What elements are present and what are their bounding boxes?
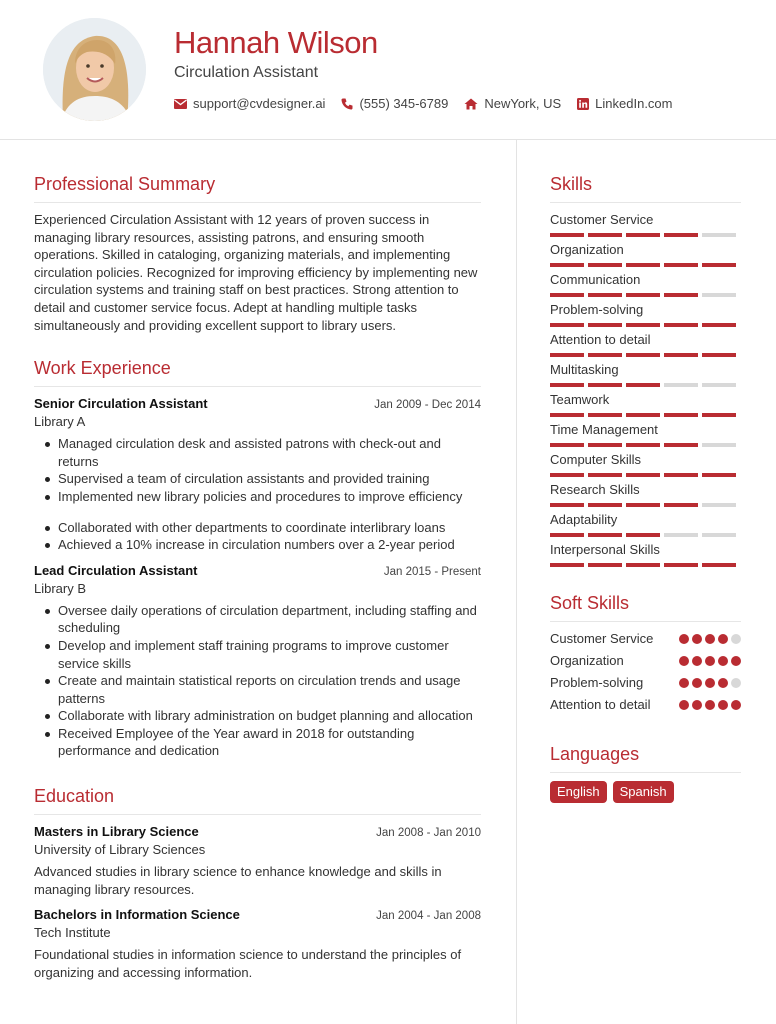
soft-skill-item	[550, 674, 741, 692]
rating-dot	[731, 634, 741, 644]
skill-name: Computer Skills	[550, 452, 642, 467]
skill-level-segment	[588, 473, 622, 477]
skill-level-bar	[550, 353, 741, 357]
skill-level-segment	[626, 293, 660, 297]
skill-level-segment	[664, 263, 698, 267]
contact-list	[174, 94, 689, 114]
skill-level-segment	[702, 353, 736, 357]
education-entry	[34, 906, 481, 981]
skill-level-segment	[626, 563, 660, 567]
rating-dot	[705, 678, 715, 688]
skill-name: Research Skills	[550, 482, 640, 497]
contact-email[interactable]	[174, 94, 325, 114]
candidate-role: Circulation Assistant	[174, 64, 319, 81]
skill-level-segment	[626, 503, 660, 507]
skill-name: Attention to detail	[550, 332, 651, 347]
degree-description: Foundational studies in information science to understand the principles of organizing and accessing information.	[34, 947, 462, 980]
skill-level-segment	[550, 293, 584, 297]
skill-item	[550, 331, 741, 357]
soft-skill-name: Attention to detail	[550, 697, 651, 712]
experience-section	[34, 354, 481, 760]
job-bullet: Collaborated with other departments to coordinate interlibrary loans	[34, 519, 481, 537]
skill-level-segment	[550, 233, 584, 237]
job-bullet: Managed circulation desk and assisted patrons with check-out and returns	[34, 435, 481, 470]
skill-level-segment	[588, 533, 622, 537]
rating-dot	[731, 678, 741, 688]
soft-skills-section	[550, 589, 741, 714]
skill-level-bar	[550, 503, 741, 507]
skill-level-segment	[702, 293, 736, 297]
skill-level-segment	[588, 263, 622, 267]
skill-level-segment	[588, 233, 622, 237]
skill-level-segment	[626, 443, 660, 447]
skill-level-segment	[588, 323, 622, 327]
soft-skills-heading: Soft Skills	[550, 589, 741, 622]
rating-dot	[679, 656, 689, 666]
skill-level-segment	[702, 323, 736, 327]
experience-heading: Work Experience	[34, 354, 481, 387]
skill-level-segment	[588, 563, 622, 567]
skill-level-segment	[626, 323, 660, 327]
rating-dot	[731, 656, 741, 666]
resume-header	[0, 0, 776, 140]
languages-heading: Languages	[550, 740, 741, 773]
skill-level-segment	[550, 383, 584, 387]
rating-dot	[718, 656, 728, 666]
skill-level-bar	[550, 413, 741, 417]
phone-icon	[341, 98, 353, 110]
skill-name: Teamwork	[550, 392, 610, 407]
skills-list	[550, 211, 741, 567]
soft-skill-item	[550, 696, 741, 714]
skills-heading: Skills	[550, 170, 741, 203]
contact-linkedin[interactable]	[577, 94, 672, 114]
job-bullet: Achieved a 10% increase in circulation numbers over a 2-year period	[34, 536, 481, 554]
education-entry	[34, 823, 481, 898]
linkedin-icon	[577, 98, 589, 110]
summary-text: Experienced Circulation Assistant with 12 years of proven success in managing library resources, assisting patrons, and ensuring smooth operations. Skilled in cataloging, organizing materials, and implementing circulation policies. Recognized for improving efficiency by implementing new circulation systems and training staff on best practices. Strong attention to detail and customer service focus. Adept at handling multiple tasks simultaneously and providing excellent support to library users.	[34, 212, 478, 333]
skill-level-segment	[626, 383, 660, 387]
skill-level-bar	[550, 263, 741, 267]
skill-level-segment	[702, 383, 736, 387]
job-title: Senior Circulation Assistant	[34, 396, 208, 412]
skill-item	[550, 241, 741, 267]
skill-level-segment	[550, 353, 584, 357]
skill-name: Time Management	[550, 422, 658, 437]
skill-level-segment	[626, 353, 660, 357]
skill-level-segment	[664, 503, 698, 507]
job-dates: Jan 2009 - Dec 2014	[374, 399, 481, 412]
soft-skill-rating	[676, 678, 741, 688]
skill-level-segment	[626, 233, 660, 237]
rating-dot	[718, 678, 728, 688]
skill-level-segment	[588, 383, 622, 387]
contact-location[interactable]	[464, 94, 561, 114]
skill-level-segment	[664, 323, 698, 327]
rating-dot	[718, 700, 728, 710]
job-company: Library A	[34, 414, 86, 430]
skill-level-bar	[550, 323, 741, 327]
job-bullet: Collaborate with library administration on budget planning and allocation	[34, 707, 481, 725]
rating-dot	[692, 700, 702, 710]
sidebar-column	[550, 170, 741, 803]
skill-level-segment	[702, 503, 736, 507]
skill-level-segment	[702, 473, 736, 477]
skill-level-segment	[550, 563, 584, 567]
soft-skill-name: Customer Service	[550, 631, 654, 646]
soft-skill-rating	[676, 634, 741, 644]
job-title: Lead Circulation Assistant	[34, 562, 198, 578]
soft-skill-name: Organization	[550, 653, 624, 668]
rating-dot	[692, 634, 702, 644]
skill-level-segment	[626, 533, 660, 537]
skill-name: Multitasking	[550, 362, 619, 377]
contact-email-text: support@cvdesigner.ai	[193, 96, 326, 111]
skill-level-segment	[664, 413, 698, 417]
summary-heading: Professional Summary	[34, 170, 481, 203]
skill-level-segment	[702, 443, 736, 447]
skill-level-segment	[664, 353, 698, 357]
home-icon	[464, 98, 478, 110]
skill-level-segment	[702, 233, 736, 237]
rating-dot	[692, 656, 702, 666]
language-badge: Spanish	[613, 781, 674, 803]
skill-item	[550, 481, 741, 507]
contact-phone[interactable]	[341, 94, 448, 114]
rating-dot	[692, 678, 702, 688]
skill-level-segment	[664, 563, 698, 567]
education-heading: Education	[34, 782, 481, 815]
skill-level-segment	[664, 533, 698, 537]
skill-level-segment	[550, 263, 584, 267]
skill-level-segment	[550, 503, 584, 507]
degree-title: Bachelors in Information Science	[34, 907, 240, 923]
skill-level-segment	[550, 323, 584, 327]
job-company: Library B	[34, 580, 87, 596]
profile-photo	[43, 18, 146, 121]
job-dates: Jan 2015 - Present	[383, 565, 481, 578]
contact-phone-text: (555) 345-6789	[359, 96, 449, 111]
skill-level-segment	[702, 413, 736, 417]
language-badge: English	[550, 781, 607, 803]
main-column	[34, 170, 481, 981]
skill-name: Customer Service	[550, 212, 654, 227]
skill-item	[550, 361, 741, 387]
skill-name: Communication	[550, 272, 641, 287]
rating-dot	[705, 700, 715, 710]
skill-level-segment	[664, 473, 698, 477]
contact-location-text: NewYork, US	[484, 96, 562, 111]
soft-skills-list	[550, 630, 741, 714]
job-entry	[34, 395, 481, 554]
skill-level-segment	[550, 413, 584, 417]
skill-item	[550, 541, 741, 567]
skill-level-segment	[702, 563, 736, 567]
soft-skill-rating	[676, 700, 741, 710]
skills-section	[550, 170, 741, 567]
skill-level-segment	[664, 443, 698, 447]
profile-photo-illustration	[43, 18, 146, 121]
soft-skill-rating	[676, 656, 741, 666]
skill-item	[550, 511, 741, 537]
rating-dot	[718, 634, 728, 644]
job-bullet: Received Employee of the Year award in 2018 for outstanding performance and dedication	[34, 725, 481, 760]
degree-title: Masters in Library Science	[34, 824, 199, 840]
skill-item	[550, 301, 741, 327]
skill-level-bar	[550, 233, 741, 237]
skill-name: Interpersonal Skills	[550, 542, 660, 557]
skill-level-bar	[550, 383, 741, 387]
job-bullet: Implemented new library policies and procedures to improve efficiency	[34, 488, 481, 506]
soft-skill-item	[550, 652, 741, 670]
skill-level-segment	[664, 293, 698, 297]
degree-dates: Jan 2004 - Jan 2008	[376, 910, 481, 923]
skill-level-segment	[664, 233, 698, 237]
skill-level-segment	[550, 533, 584, 537]
skill-level-segment	[588, 353, 622, 357]
candidate-name: Hannah Wilson	[174, 25, 378, 60]
rating-dot	[705, 656, 715, 666]
contact-linkedin-text: LinkedIn.com	[595, 96, 673, 111]
skill-level-segment	[626, 413, 660, 417]
skill-name: Problem-solving	[550, 302, 644, 317]
skill-level-bar	[550, 443, 741, 447]
skill-item	[550, 421, 741, 447]
skill-level-segment	[588, 413, 622, 417]
skill-item	[550, 211, 741, 237]
school-name: University of Library Sciences	[34, 842, 206, 858]
column-divider	[516, 140, 517, 1024]
rating-dot	[731, 700, 741, 710]
skill-level-segment	[588, 443, 622, 447]
job-bullet: Oversee daily operations of circulation department, including staffing and scheduling	[34, 602, 481, 637]
skill-level-segment	[664, 383, 698, 387]
skill-item	[550, 271, 741, 297]
skill-level-segment	[702, 263, 736, 267]
skill-level-segment	[550, 473, 584, 477]
skill-level-segment	[588, 293, 622, 297]
skill-level-bar	[550, 533, 741, 537]
rating-dot	[679, 700, 689, 710]
skill-level-bar	[550, 293, 741, 297]
envelope-icon	[174, 99, 187, 109]
rating-dot	[679, 678, 689, 688]
skill-level-segment	[626, 263, 660, 267]
skill-level-segment	[550, 443, 584, 447]
job-entry	[34, 562, 481, 760]
soft-skill-item	[550, 630, 741, 648]
job-bullet: Supervised a team of circulation assistants and provided training	[34, 470, 481, 488]
job-bullets	[34, 602, 481, 760]
skill-level-bar	[550, 563, 741, 567]
summary-section	[34, 170, 481, 334]
skill-item	[550, 451, 741, 477]
degree-description: Advanced studies in library science to enhance knowledge and skills in managing library resources.	[34, 864, 442, 897]
skill-level-segment	[588, 503, 622, 507]
soft-skill-name: Problem-solving	[550, 675, 644, 690]
skill-name: Organization	[550, 242, 624, 257]
skill-item	[550, 391, 741, 417]
skill-level-segment	[702, 533, 736, 537]
education-section	[34, 782, 481, 981]
skill-level-bar	[550, 473, 741, 477]
skill-level-segment	[626, 473, 660, 477]
job-bullet: Develop and implement staff training programs to improve customer service skills	[34, 637, 481, 672]
school-name: Tech Institute	[34, 925, 111, 941]
job-bullet: Create and maintain statistical reports on circulation trends and usage patterns	[34, 672, 481, 707]
job-bullets	[34, 435, 481, 554]
languages-list	[550, 781, 741, 803]
languages-section	[550, 740, 741, 803]
rating-dot	[705, 634, 715, 644]
degree-dates: Jan 2008 - Jan 2010	[376, 827, 481, 840]
rating-dot	[679, 634, 689, 644]
skill-name: Adaptability	[550, 512, 618, 527]
